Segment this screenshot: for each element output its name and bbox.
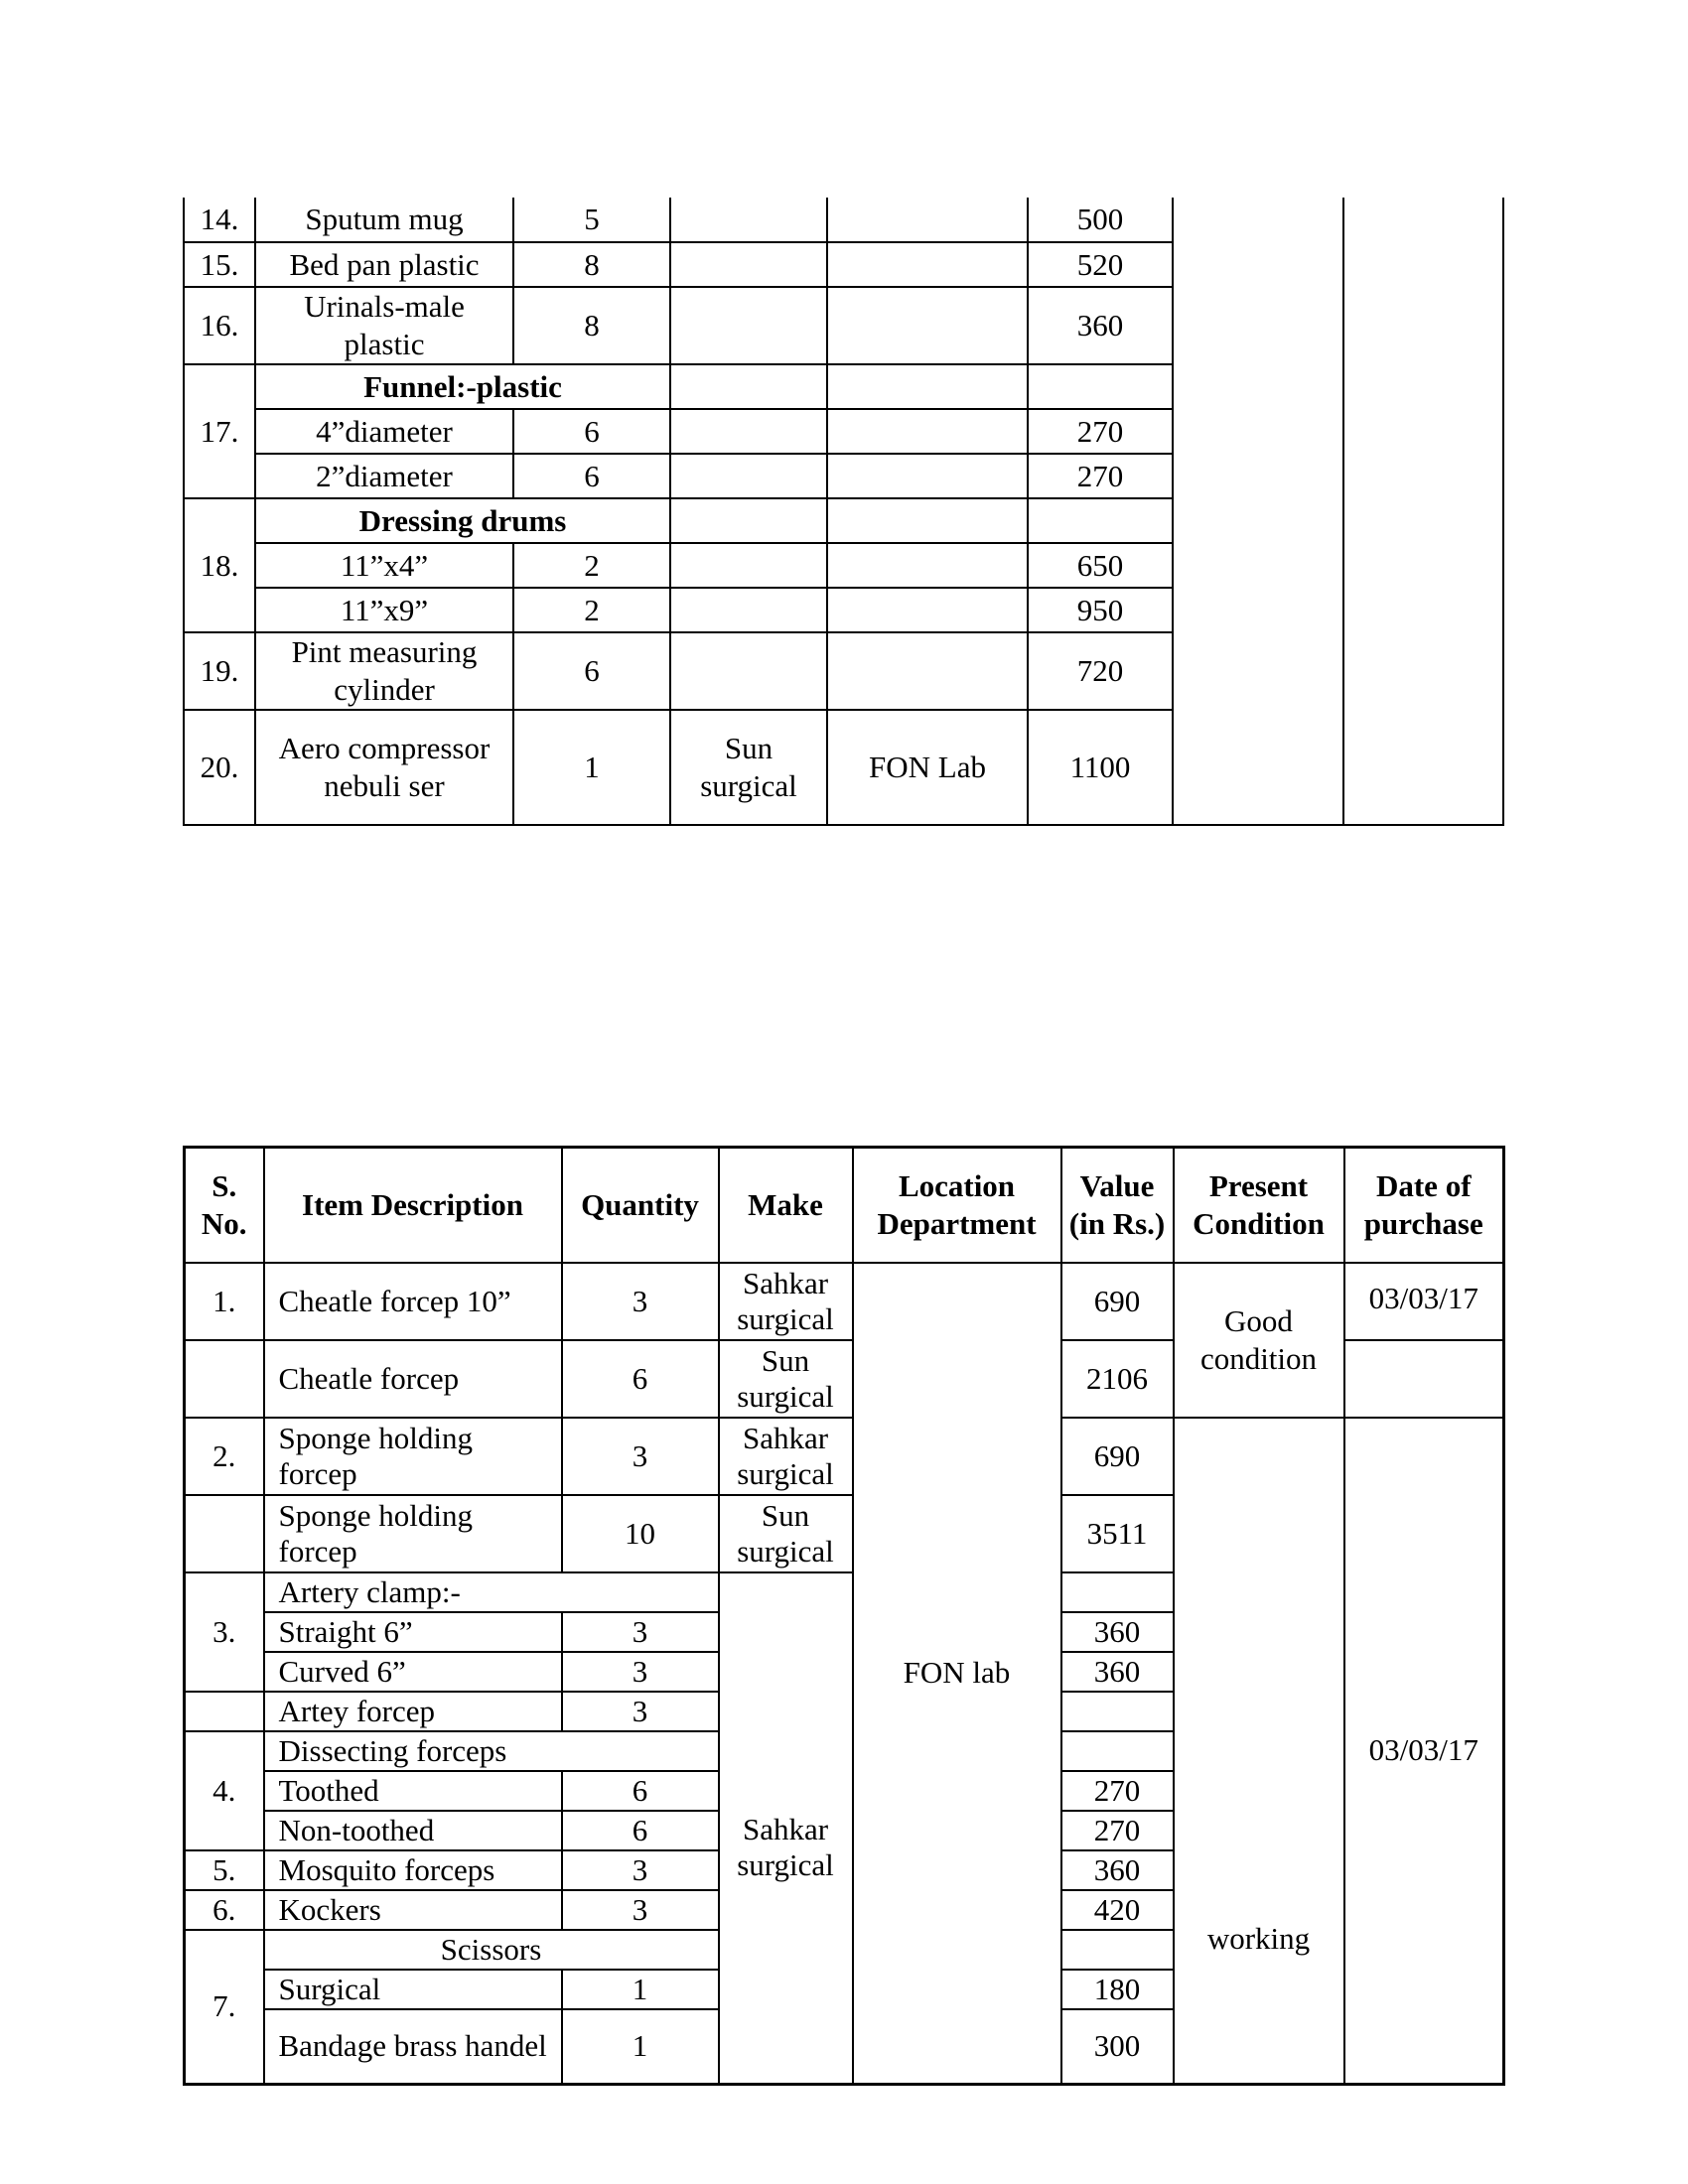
value-cell: 360 [1061,1652,1174,1692]
item-cell: Mosquito forceps [264,1850,562,1890]
location-cell [827,409,1028,454]
qty-cell: 6 [513,409,670,454]
header-sno: S. No. [185,1148,264,1263]
item-cell: Pint measuring cylinder [255,632,513,710]
sno-cell: 18. [184,498,255,632]
value-cell: 360 [1028,287,1173,364]
qty-cell: 1 [562,2009,719,2085]
item-cell: Toothed [264,1771,562,1811]
value-cell: 180 [1061,1970,1174,2009]
sno-cell: 17. [184,364,255,498]
qty-cell: 1 [562,1970,719,2009]
item-cell: 11”x4” [255,543,513,588]
inventory-table-continuation [183,198,1504,826]
qty-cell: 1 [513,710,670,825]
make-cell [670,454,827,498]
location-cell [827,198,1028,242]
make-cell: Sahkar surgical [719,1572,853,2085]
qty-cell: 8 [513,242,670,287]
condition-cell [1173,198,1343,825]
value-cell: 360 [1061,1850,1174,1890]
qty-cell: 6 [513,454,670,498]
item-cell: 11”x9” [255,588,513,632]
header-item-description: Item Description [264,1148,562,1263]
item-cell: Sponge holding forcep [264,1495,562,1572]
value-cell [1028,364,1173,409]
qty-cell: 8 [513,287,670,364]
sno-cell: 2. [185,1418,264,1495]
value-cell: 650 [1028,543,1173,588]
item-cell: Straight 6” [264,1612,562,1652]
make-cell: Sun surgical [719,1495,853,1572]
value-cell: 3511 [1061,1495,1174,1572]
qty-cell: 2 [513,588,670,632]
group-heading: Dissecting forceps [264,1731,719,1771]
qty-cell: 3 [562,1890,719,1930]
location-cell [827,454,1028,498]
item-cell: Cheatle forcep [264,1340,562,1418]
qty-cell: 3 [562,1612,719,1652]
item-cell: Cheatle forcep 10” [264,1263,562,1340]
location-cell: FON lab [853,1263,1061,2085]
value-cell: 420 [1061,1890,1174,1930]
qty-cell: 10 [562,1495,719,1572]
value-cell: 690 [1061,1263,1174,1340]
item-cell: 4”diameter [255,409,513,454]
item-cell: Bandage brass handel [264,2009,562,2085]
location-cell [827,287,1028,364]
make-cell: Sahkar surgical [719,1263,853,1340]
qty-cell: 3 [562,1850,719,1890]
sno-cell: 6. [185,1890,264,1930]
make-cell [670,198,827,242]
sno-cell: 3. [185,1572,264,1692]
qty-cell: 6 [562,1340,719,1418]
location-cell [827,588,1028,632]
sno-cell [185,1340,264,1418]
qty-cell: 5 [513,198,670,242]
sno-cell: 4. [185,1731,264,1850]
value-cell: 270 [1061,1811,1174,1850]
header-present-condition: Present Condition [1174,1148,1344,1263]
location-cell [827,498,1028,543]
header-value: Value (in Rs.) [1061,1148,1174,1263]
item-cell: Sputum mug [255,198,513,242]
value-cell: 2106 [1061,1340,1174,1418]
value-cell: 500 [1028,198,1173,242]
group-heading: Artery clamp:- [264,1572,719,1612]
date-cell: 03/03/17 [1344,1263,1504,1340]
value-cell: 1100 [1028,710,1173,825]
inventory-table [183,1146,1505,2086]
group-heading: Dressing drums [255,498,670,543]
item-cell: 2”diameter [255,454,513,498]
item-cell: Urinals-male plastic [255,287,513,364]
item-cell: Artey forcep [264,1692,562,1731]
location-cell [827,364,1028,409]
sno-cell: 16. [184,287,255,364]
sno-cell: 15. [184,242,255,287]
make-cell [670,588,827,632]
table-row [184,198,1503,242]
location-cell [827,543,1028,588]
qty-cell: 3 [562,1652,719,1692]
sno-cell [185,1692,264,1731]
value-cell: 690 [1061,1418,1174,1495]
item-cell: Aero compressor nebuli ser [255,710,513,825]
value-cell: 950 [1028,588,1173,632]
condition-cell: working [1174,1418,1344,2085]
value-cell [1061,1731,1174,1771]
sno-cell [185,1495,264,1572]
sno-cell: 19. [184,632,255,710]
item-cell: Surgical [264,1970,562,2009]
value-cell: 720 [1028,632,1173,710]
value-cell [1061,1930,1174,1970]
condition-cell: Good condition [1174,1263,1344,1418]
location-cell: FON Lab [827,710,1028,825]
date-cell [1343,198,1503,825]
group-heading: Funnel:-plastic [255,364,670,409]
location-cell [827,632,1028,710]
sno-cell: 1. [185,1263,264,1340]
make-cell [670,364,827,409]
make-cell: Sun surgical [670,710,827,825]
value-cell [1061,1692,1174,1731]
make-cell [670,409,827,454]
qty-cell: 6 [562,1771,719,1811]
value-cell: 270 [1061,1771,1174,1811]
header-make: Make [719,1148,853,1263]
group-heading: Scissors [264,1930,719,1970]
make-cell [670,498,827,543]
item-cell: Kockers [264,1890,562,1930]
sno-cell: 20. [184,710,255,825]
header-location-department: Location Department [853,1148,1061,1263]
table-row [185,1263,1504,1340]
qty-cell: 6 [562,1811,719,1850]
sno-cell: 14. [184,198,255,242]
qty-cell: 3 [562,1418,719,1495]
make-cell [670,632,827,710]
value-cell: 300 [1061,2009,1174,2085]
value-cell [1061,1572,1174,1612]
location-cell [827,242,1028,287]
value-cell [1028,498,1173,543]
value-cell: 520 [1028,242,1173,287]
sno-cell: 7. [185,1930,264,2085]
value-cell: 270 [1028,454,1173,498]
make-cell [670,543,827,588]
header-date-of-purchase: Date of purchase [1344,1148,1504,1263]
make-cell [670,242,827,287]
sno-cell: 5. [185,1850,264,1890]
header-quantity: Quantity [562,1148,719,1263]
qty-cell: 2 [513,543,670,588]
qty-cell: 3 [562,1692,719,1731]
table-row [185,1418,1504,1495]
make-cell [670,287,827,364]
table-header-row [185,1148,1504,1263]
value-cell: 360 [1061,1612,1174,1652]
item-cell: Sponge holding forcep [264,1418,562,1495]
item-cell: Curved 6” [264,1652,562,1692]
qty-cell: 3 [562,1263,719,1340]
date-cell [1344,1340,1504,1418]
item-cell: Bed pan plastic [255,242,513,287]
value-cell: 270 [1028,409,1173,454]
date-cell: 03/03/17 [1344,1418,1504,2085]
make-cell: Sun surgical [719,1340,853,1418]
item-cell: Non-toothed [264,1811,562,1850]
make-cell: Sahkar surgical [719,1418,853,1495]
qty-cell: 6 [513,632,670,710]
